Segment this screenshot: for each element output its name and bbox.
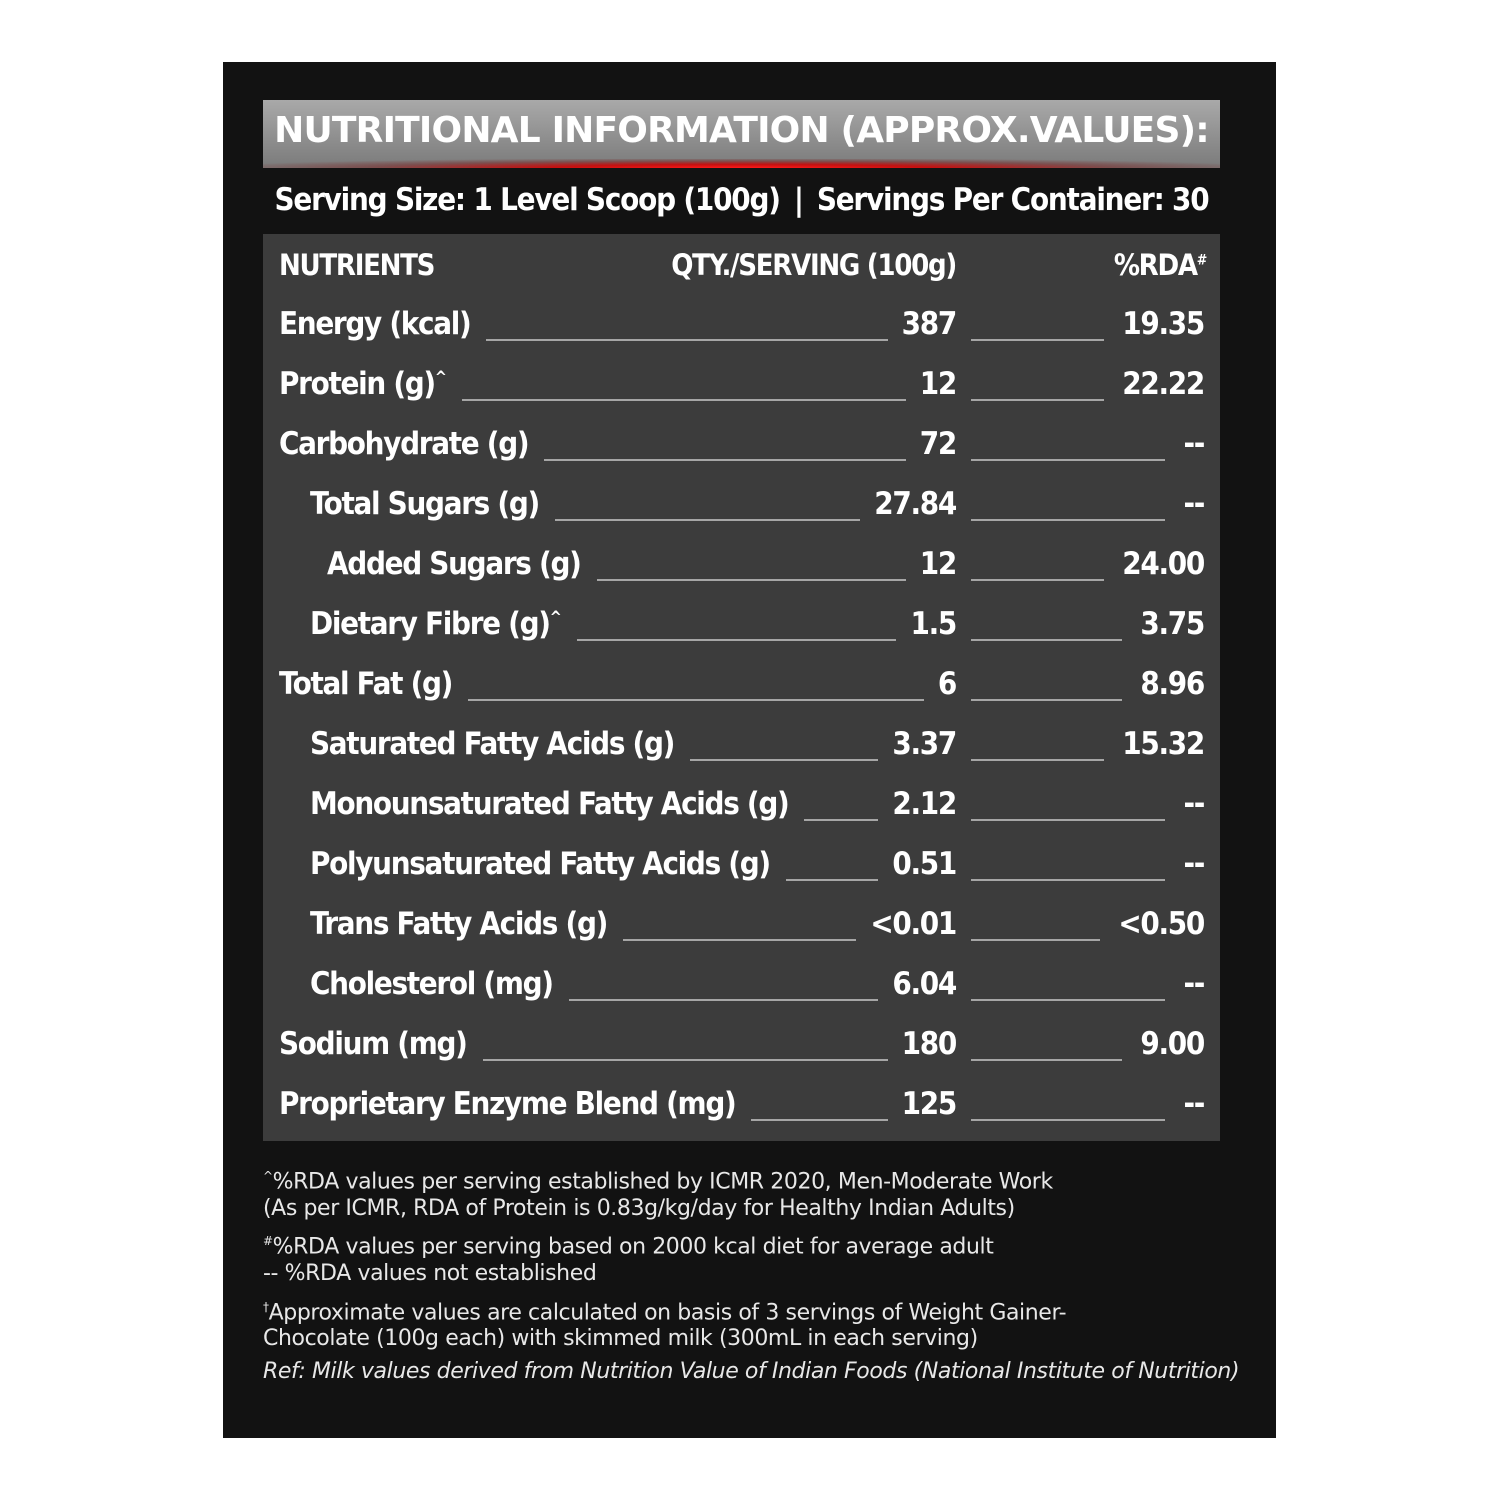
leader-line-qty xyxy=(786,879,878,881)
nutrient-label: Dietary Fibre (g) xyxy=(310,606,550,642)
footnote-ref: Ref: Milk values derived from Nutrition Value of Indian Foods (National Institute of Nutrition) xyxy=(263,1359,1240,1385)
leader-line-rda xyxy=(971,519,1165,521)
table-row xyxy=(263,954,1220,1014)
nutrition-panel xyxy=(223,62,1276,1438)
nutrient-name xyxy=(310,846,770,882)
leader-line-rda xyxy=(971,1119,1165,1121)
nutrient-rda: -- xyxy=(1183,966,1204,1002)
title-bar xyxy=(263,100,1220,168)
leader-line-qty xyxy=(555,519,860,521)
leader-line-rda xyxy=(971,819,1165,821)
footnote-4: -- %RDA values not established xyxy=(263,1261,597,1287)
nutrient-qty: 0.51 xyxy=(892,846,956,882)
servings-per-container: Servings Per Container: 30 xyxy=(816,182,1209,218)
nutrient-label: Sodium (mg) xyxy=(279,1026,467,1062)
leader-line-qty xyxy=(690,759,878,761)
nutrition-table xyxy=(263,234,1220,1141)
leader-line-qty xyxy=(623,939,856,941)
nutrient-name xyxy=(279,666,452,702)
nutrient-qty: 12 xyxy=(919,366,956,402)
footnote-6: Chocolate (100g each) with skimmed milk (300mL in each serving) xyxy=(263,1326,978,1352)
nutrient-qty: 125 xyxy=(901,1086,956,1122)
nutrient-rda: -- xyxy=(1183,786,1204,822)
nutrient-name xyxy=(279,426,528,462)
leader-line-qty xyxy=(483,1059,888,1061)
footnote-3-text: %RDA values per serving based on 2000 kcal diet for average adult xyxy=(272,1234,994,1260)
footnote-5-text: Approximate values are calculated on basis of 3 servings of Weight Gainer- xyxy=(268,1300,1067,1326)
nutrient-rda: <0.50 xyxy=(1118,906,1204,942)
footnote-3-mark: # xyxy=(263,1234,273,1249)
nutrient-rda: 19.35 xyxy=(1122,306,1204,342)
nutrient-qty: 180 xyxy=(901,1026,956,1062)
table-row xyxy=(263,654,1220,714)
table-row xyxy=(263,1074,1220,1134)
leader-line-rda xyxy=(971,759,1104,761)
leader-line-qty xyxy=(544,459,906,461)
nutrient-label: Energy (kcal) xyxy=(279,306,471,342)
nutrient-rda: 22.22 xyxy=(1122,366,1204,402)
nutrient-qty: 3.37 xyxy=(892,726,956,762)
header-qty: QTY./SERVING (100g) xyxy=(671,248,956,282)
leader-line-qty xyxy=(577,639,896,641)
nutrient-qty: 12 xyxy=(919,546,956,582)
leader-line-rda xyxy=(971,939,1100,941)
table-row xyxy=(263,414,1220,474)
nutrient-label: Saturated Fatty Acids (g) xyxy=(310,726,675,762)
footnote-5-mark: † xyxy=(263,1299,269,1314)
leader-line-qty xyxy=(751,1119,888,1121)
leader-line-qty xyxy=(804,819,878,821)
footnote-5 xyxy=(263,1291,1263,1324)
nutrient-name xyxy=(310,486,539,522)
nutrient-qty: 1.5 xyxy=(910,606,956,642)
nutrient-qty: <0.01 xyxy=(870,906,956,942)
nutrient-rda: -- xyxy=(1183,1086,1204,1122)
nutrient-name xyxy=(310,726,674,762)
nutrient-rda: 8.96 xyxy=(1140,666,1204,702)
serving-size: Serving Size: 1 Level Scoop (100g) xyxy=(274,182,780,218)
footnote-1 xyxy=(263,1160,1263,1193)
nutrient-label: Added Sugars (g) xyxy=(327,546,581,582)
leader-line-rda xyxy=(971,579,1104,581)
table-row xyxy=(263,594,1220,654)
nutrient-qty: 72 xyxy=(919,426,956,462)
footnote-1-text: %RDA values per serving established by ICMR 2020, Men-Moderate Work xyxy=(272,1169,1053,1195)
nutrient-label: Cholesterol (mg) xyxy=(310,966,553,1002)
header-rda xyxy=(1114,248,1206,282)
table-row xyxy=(263,894,1220,954)
nutrient-rda: -- xyxy=(1183,846,1204,882)
footnote-3 xyxy=(263,1225,1263,1258)
nutrient-name xyxy=(310,966,553,1002)
nutrient-label: Monounsaturated Fatty Acids (g) xyxy=(310,786,789,822)
nutrient-name xyxy=(310,906,607,942)
leader-line-qty xyxy=(486,339,888,341)
footnotes xyxy=(263,1160,1263,1389)
nutrient-qty: 387 xyxy=(901,306,956,342)
header-rda-mark: # xyxy=(1196,252,1206,269)
serving-separator: | xyxy=(793,182,803,218)
nutrient-label: Carbohydrate (g) xyxy=(279,426,529,462)
leader-line-qty xyxy=(597,579,906,581)
leader-line-qty xyxy=(569,999,878,1001)
nutrient-label: Proprietary Enzyme Blend (mg) xyxy=(279,1086,736,1122)
leader-line-rda xyxy=(971,639,1122,641)
nutrient-qty: 27.84 xyxy=(874,486,956,522)
nutrient-rda: -- xyxy=(1183,426,1204,462)
table-row xyxy=(263,354,1220,414)
leader-line-rda xyxy=(971,999,1165,1001)
nutrient-qty: 2.12 xyxy=(892,786,956,822)
nutrient-mark: ^ xyxy=(549,607,561,627)
nutrient-name xyxy=(310,606,561,642)
panel-title: NUTRITIONAL INFORMATION (APPROX.VALUES): xyxy=(274,110,1209,151)
nutrient-name xyxy=(279,1086,735,1122)
table-row xyxy=(263,294,1220,354)
nutrient-name xyxy=(279,366,446,402)
nutrient-name xyxy=(327,546,581,582)
leader-line-rda xyxy=(971,699,1122,701)
table-header xyxy=(263,234,1220,294)
leader-line-rda xyxy=(971,399,1104,401)
leader-line-rda xyxy=(971,459,1165,461)
header-rda-label: %RDA xyxy=(1113,248,1197,282)
leader-line-rda xyxy=(971,879,1165,881)
table-row xyxy=(263,834,1220,894)
nutrient-name xyxy=(279,1026,467,1062)
nutrient-name xyxy=(310,786,788,822)
footnote-2: (As per ICMR, RDA of Protein is 0.83g/kg/day for Healthy Indian Adults) xyxy=(263,1195,1015,1221)
nutrient-label: Total Sugars (g) xyxy=(310,486,539,522)
nutrient-rda: -- xyxy=(1183,486,1204,522)
leader-line-rda xyxy=(971,1059,1122,1061)
nutrient-name xyxy=(279,306,470,342)
header-nutrients: NUTRIENTS xyxy=(279,248,435,282)
nutrient-rda: 3.75 xyxy=(1140,606,1204,642)
nutrient-rda: 15.32 xyxy=(1122,726,1204,762)
leader-line-qty xyxy=(468,699,924,701)
nutrient-qty: 6 xyxy=(937,666,956,702)
table-row xyxy=(263,474,1220,534)
nutrient-label: Trans Fatty Acids (g) xyxy=(310,906,608,942)
serving-info xyxy=(263,174,1220,226)
nutrient-qty: 6.04 xyxy=(892,966,956,1002)
nutrient-label: Polyunsaturated Fatty Acids (g) xyxy=(310,846,770,882)
nutrient-label: Protein (g) xyxy=(279,366,435,402)
nutrient-label: Total Fat (g) xyxy=(279,666,453,702)
nutrient-mark: ^ xyxy=(434,367,446,387)
leader-line-rda xyxy=(971,339,1104,341)
footnote-1-mark: ^ xyxy=(263,1169,273,1183)
leader-line-qty xyxy=(462,399,906,401)
nutrient-rda: 9.00 xyxy=(1140,1026,1204,1062)
nutrient-rda: 24.00 xyxy=(1122,546,1204,582)
table-row xyxy=(263,1014,1220,1074)
table-row xyxy=(263,714,1220,774)
table-row xyxy=(263,534,1220,594)
table-row xyxy=(263,774,1220,834)
